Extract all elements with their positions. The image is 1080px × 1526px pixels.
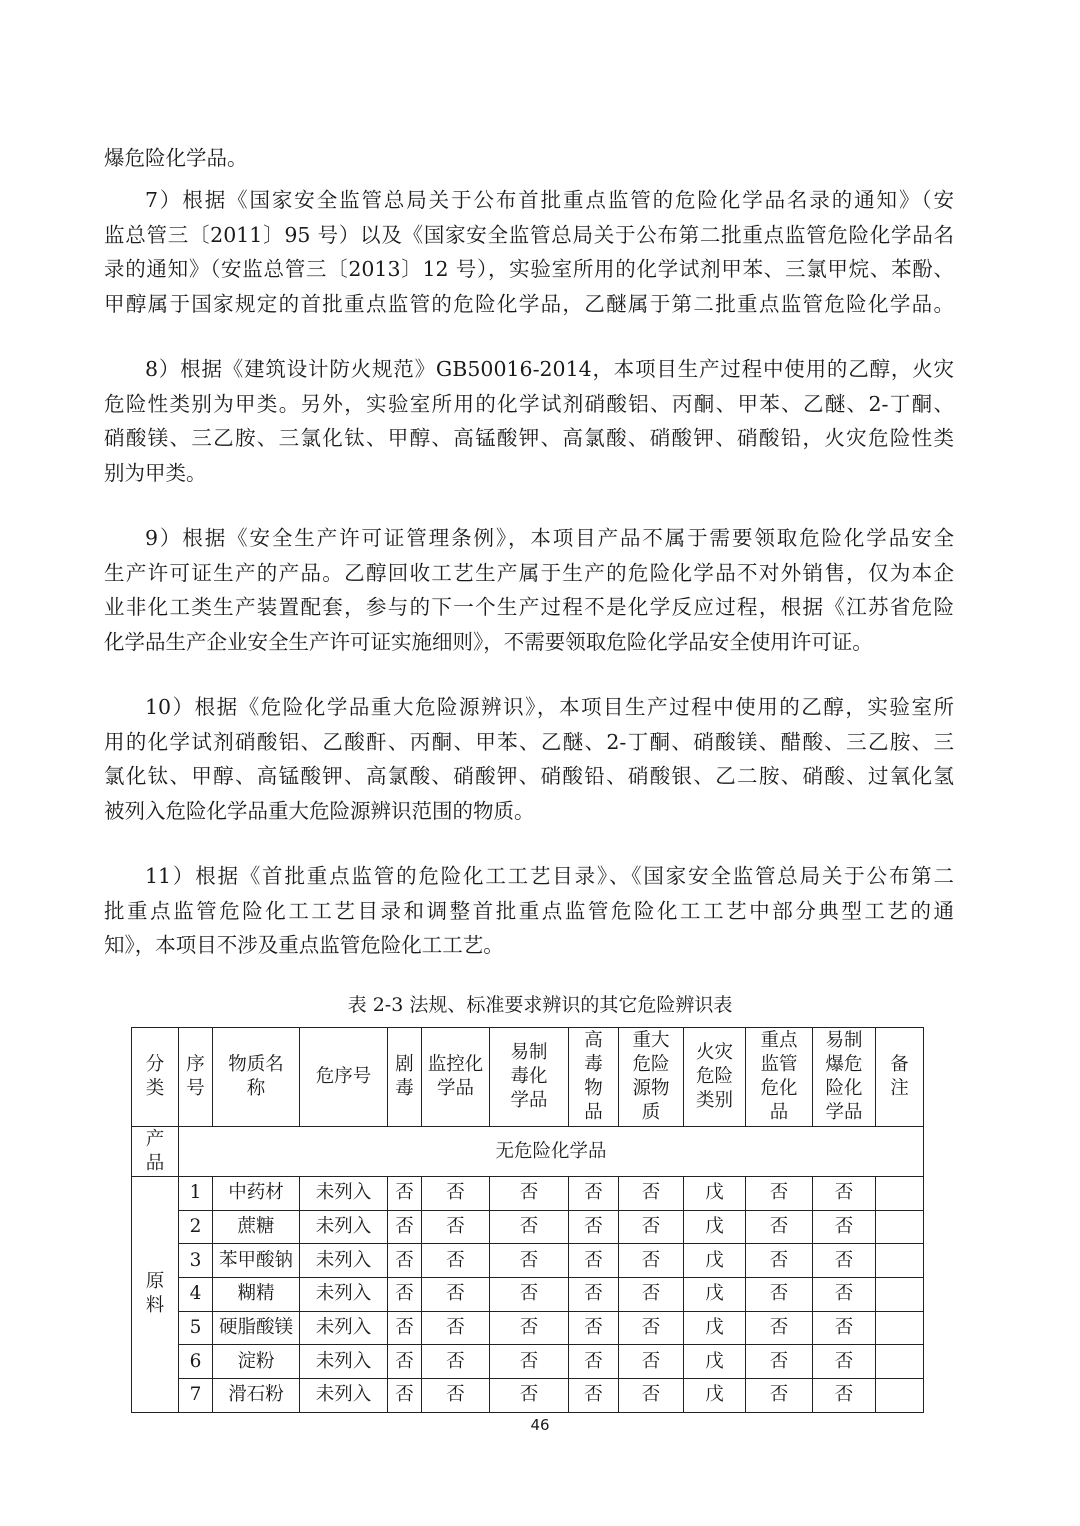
cell-major-hazard-source: 否	[619, 1345, 684, 1379]
header-index: 序号	[179, 1028, 213, 1127]
cell-fire-hazard-class: 戊	[684, 1210, 746, 1244]
cell-explosive-precursor: 否	[813, 1379, 876, 1413]
cell-remarks	[876, 1244, 924, 1278]
text-line: 录的通知》（安监总管三〔2013〕12 号），实验室所用的化学试剂甲苯、三氯甲烷、苯酚、	[104, 257, 954, 281]
text-line: 危险性类别为甲类。另外，实验室所用的化学试剂硝酸铝、丙酮、甲苯、乙醚、2-丁酮、	[104, 391, 954, 416]
cell-monitored-chemical: 否	[422, 1379, 490, 1413]
cell-index: 6	[179, 1345, 213, 1379]
paragraph-11	[104, 859, 954, 963]
cell-hazard-number: 未列入	[300, 1244, 388, 1278]
cell-substance-name: 淀粉	[213, 1345, 300, 1379]
text-line: 7）根据《国家安全监管总局关于公布首批重点监管的危险化学品名录的通知》（安	[145, 188, 954, 212]
cell-explosive-precursor: 否	[813, 1244, 876, 1278]
cell-key-supervised-chemical: 否	[746, 1311, 813, 1345]
header-major-hazard-source: 重大危险源物质	[619, 1028, 684, 1127]
cell-index: 3	[179, 1244, 213, 1278]
header-hazard-number: 危序号	[300, 1028, 388, 1127]
cell-explosive-precursor: 否	[813, 1210, 876, 1244]
paragraph-9	[104, 521, 954, 659]
header-explosive-precursor: 易制爆危险化学品	[813, 1028, 876, 1127]
text-line: 别为甲类。	[104, 460, 207, 485]
paragraph-8	[104, 352, 954, 490]
table-header-row	[132, 1028, 924, 1127]
cell-major-hazard-source: 否	[619, 1278, 684, 1312]
cell-hazard-number: 未列入	[300, 1379, 388, 1413]
cell-explosive-precursor: 否	[813, 1345, 876, 1379]
cell-major-hazard-source: 否	[619, 1311, 684, 1345]
header-key-supervised-chemical: 重点监管危化品	[746, 1028, 813, 1127]
cell-major-hazard-source: 否	[619, 1177, 684, 1211]
cell-precursor-chemical: 否	[490, 1210, 569, 1244]
cell-hazard-number: 未列入	[300, 1177, 388, 1211]
cell-precursor-chemical: 否	[490, 1311, 569, 1345]
cell-highly-toxic-item: 否	[569, 1311, 619, 1345]
table-row	[132, 1244, 924, 1278]
cell-major-hazard-source: 否	[619, 1244, 684, 1278]
cell-index: 2	[179, 1210, 213, 1244]
cell-explosive-precursor: 否	[813, 1278, 876, 1312]
cell-substance-name: 滑石粉	[213, 1379, 300, 1413]
table-row	[132, 1311, 924, 1345]
cell-precursor-chemical: 否	[490, 1345, 569, 1379]
cell-highly-toxic: 否	[388, 1244, 422, 1278]
cell-highly-toxic: 否	[388, 1311, 422, 1345]
cell-highly-toxic: 否	[388, 1177, 422, 1211]
cell-monitored-chemical: 否	[422, 1345, 490, 1379]
cell-key-supervised-chemical: 否	[746, 1278, 813, 1312]
product-row	[132, 1127, 924, 1177]
text-line: 8）根据《建筑设计防火规范》GB50016-2014，本项目生产过程中使用的乙醇，火灾	[145, 357, 954, 381]
cell-key-supervised-chemical: 否	[746, 1345, 813, 1379]
header-highly-toxic-item: 高毒物品	[569, 1028, 619, 1127]
cell-key-supervised-chemical: 否	[746, 1244, 813, 1278]
cell-remarks	[876, 1379, 924, 1413]
product-note-cell: 无危险化学品	[179, 1127, 924, 1177]
cell-fire-hazard-class: 戊	[684, 1244, 746, 1278]
cell-highly-toxic-item: 否	[569, 1210, 619, 1244]
text-line: 批重点监管危险化工工艺目录和调整首批重点监管危险化工工艺中部分典型工艺的通	[104, 898, 954, 923]
cell-fire-hazard-class: 戊	[684, 1278, 746, 1312]
cell-key-supervised-chemical: 否	[746, 1379, 813, 1413]
text-line: 化学品生产企业安全生产许可证实施细则》，不需要领取危险化学品安全使用许可证。	[104, 629, 873, 654]
cell-fire-hazard-class: 戊	[684, 1379, 746, 1413]
cell-precursor-chemical: 否	[490, 1379, 569, 1413]
table-row	[132, 1278, 924, 1312]
paragraph-10	[104, 690, 954, 828]
cell-fire-hazard-class: 戊	[684, 1177, 746, 1211]
cell-monitored-chemical: 否	[422, 1210, 490, 1244]
header-substance-name: 物质名称	[213, 1028, 300, 1127]
cell-fire-hazard-class: 戊	[684, 1311, 746, 1345]
cell-major-hazard-source: 否	[619, 1210, 684, 1244]
text-line: 氯化钛、甲醇、高锰酸钾、高氯酸、硝酸钾、硝酸铅、硝酸银、乙二胺、硝酸、过氧化氢	[104, 764, 954, 788]
cell-key-supervised-chemical: 否	[746, 1177, 813, 1211]
cell-index: 4	[179, 1278, 213, 1312]
text-line: 被列入危险化学品重大危险源辨识范围的物质。	[104, 798, 535, 823]
cell-highly-toxic: 否	[388, 1278, 422, 1312]
text-line: 11）根据《首批重点监管的危险化工工艺目录》、《国家安全监管总局关于公布第二	[145, 864, 954, 888]
table-caption: 表 2-3 法规、标准要求辨识的其它危险辨识表	[347, 994, 733, 1016]
raw-material-category-cell: 原料	[132, 1177, 179, 1413]
cell-remarks	[876, 1210, 924, 1244]
text-line: 用的化学试剂硝酸铝、乙酸酐、丙酮、甲苯、乙醚、2-丁酮、硝酸镁、醋酸、三乙胺、三	[104, 729, 954, 754]
cell-explosive-precursor: 否	[813, 1177, 876, 1211]
cell-monitored-chemical: 否	[422, 1278, 490, 1312]
cell-remarks	[876, 1311, 924, 1345]
cell-highly-toxic: 否	[388, 1379, 422, 1413]
text-line: 10）根据《危险化学品重大危险源辨识》，本项目生产过程中使用的乙醇，实验室所	[145, 695, 954, 719]
header-highly-toxic: 剧毒	[388, 1028, 422, 1127]
header-precursor-chemical: 易制毒化学品	[490, 1028, 569, 1127]
cell-index: 1	[179, 1177, 213, 1211]
text-line: 业非化工类生产装置配套，参与的下一个生产过程不是化学反应过程，根据《江苏省危险	[104, 595, 954, 619]
cell-fire-hazard-class: 戊	[684, 1345, 746, 1379]
text-line: 9）根据《安全生产许可证管理条例》，本项目产品不属于需要领取危险化学品安全	[145, 526, 954, 550]
cell-monitored-chemical: 否	[422, 1177, 490, 1211]
header-category: 分类	[132, 1028, 179, 1127]
cell-highly-toxic: 否	[388, 1210, 422, 1244]
cell-precursor-chemical: 否	[490, 1278, 569, 1312]
cell-monitored-chemical: 否	[422, 1311, 490, 1345]
header-fire-hazard-class: 火灾危险类别	[684, 1028, 746, 1127]
cell-precursor-chemical: 否	[490, 1244, 569, 1278]
header-monitored-chemical: 监控化学品	[422, 1028, 490, 1127]
table-row	[132, 1177, 924, 1211]
table-row	[132, 1345, 924, 1379]
cell-remarks	[876, 1345, 924, 1379]
cell-highly-toxic-item: 否	[569, 1345, 619, 1379]
text-line: 硝酸镁、三乙胺、三氯化钛、甲醇、高锰酸钾、高氯酸、硝酸钾、硝酸铅，火灾危险性类	[104, 426, 954, 450]
cell-highly-toxic-item: 否	[569, 1177, 619, 1211]
table-row	[132, 1379, 924, 1413]
cell-highly-toxic-item: 否	[569, 1244, 619, 1278]
cell-key-supervised-chemical: 否	[746, 1210, 813, 1244]
cell-remarks	[876, 1278, 924, 1312]
text-line: 生产许可证生产的产品。乙醇回收工艺生产属于生产的危险化学品不对外销售，仅为本企	[104, 560, 954, 585]
cell-substance-name: 苯甲酸钠	[213, 1244, 300, 1278]
header-remarks: 备注	[876, 1028, 924, 1127]
paragraph-6-tail	[104, 141, 954, 176]
hazard-identification-table	[131, 1027, 924, 1413]
cell-remarks	[876, 1177, 924, 1211]
cell-highly-toxic-item: 否	[569, 1379, 619, 1413]
cell-index: 5	[179, 1311, 213, 1345]
cell-substance-name: 蔗糖	[213, 1210, 300, 1244]
text-line: 爆危险化学品。	[104, 146, 248, 170]
cell-substance-name: 硬脂酸镁	[213, 1311, 300, 1345]
paragraph-7	[104, 183, 954, 321]
cell-monitored-chemical: 否	[422, 1244, 490, 1278]
cell-index: 7	[179, 1379, 213, 1413]
cell-precursor-chemical: 否	[490, 1177, 569, 1211]
cell-substance-name: 糊精	[213, 1278, 300, 1312]
cell-highly-toxic-item: 否	[569, 1278, 619, 1312]
cell-substance-name: 中药材	[213, 1177, 300, 1211]
text-line: 知》，本项目不涉及重点监管危险化工工艺。	[104, 933, 504, 957]
text-line: 监总管三〔2011〕95 号）以及《国家安全监管总局关于公布第二批重点监管危险化学品名	[104, 222, 954, 247]
cell-explosive-precursor: 否	[813, 1311, 876, 1345]
page-number: 46	[530, 1416, 550, 1434]
product-category-cell: 产品	[132, 1127, 179, 1177]
cell-hazard-number: 未列入	[300, 1345, 388, 1379]
cell-hazard-number: 未列入	[300, 1278, 388, 1312]
cell-hazard-number: 未列入	[300, 1311, 388, 1345]
cell-hazard-number: 未列入	[300, 1210, 388, 1244]
cell-highly-toxic: 否	[388, 1345, 422, 1379]
text-line: 甲醇属于国家规定的首批重点监管的危险化学品，乙醚属于第二批重点监管危险化学品。	[104, 291, 954, 316]
table-row	[132, 1210, 924, 1244]
cell-major-hazard-source: 否	[619, 1379, 684, 1413]
